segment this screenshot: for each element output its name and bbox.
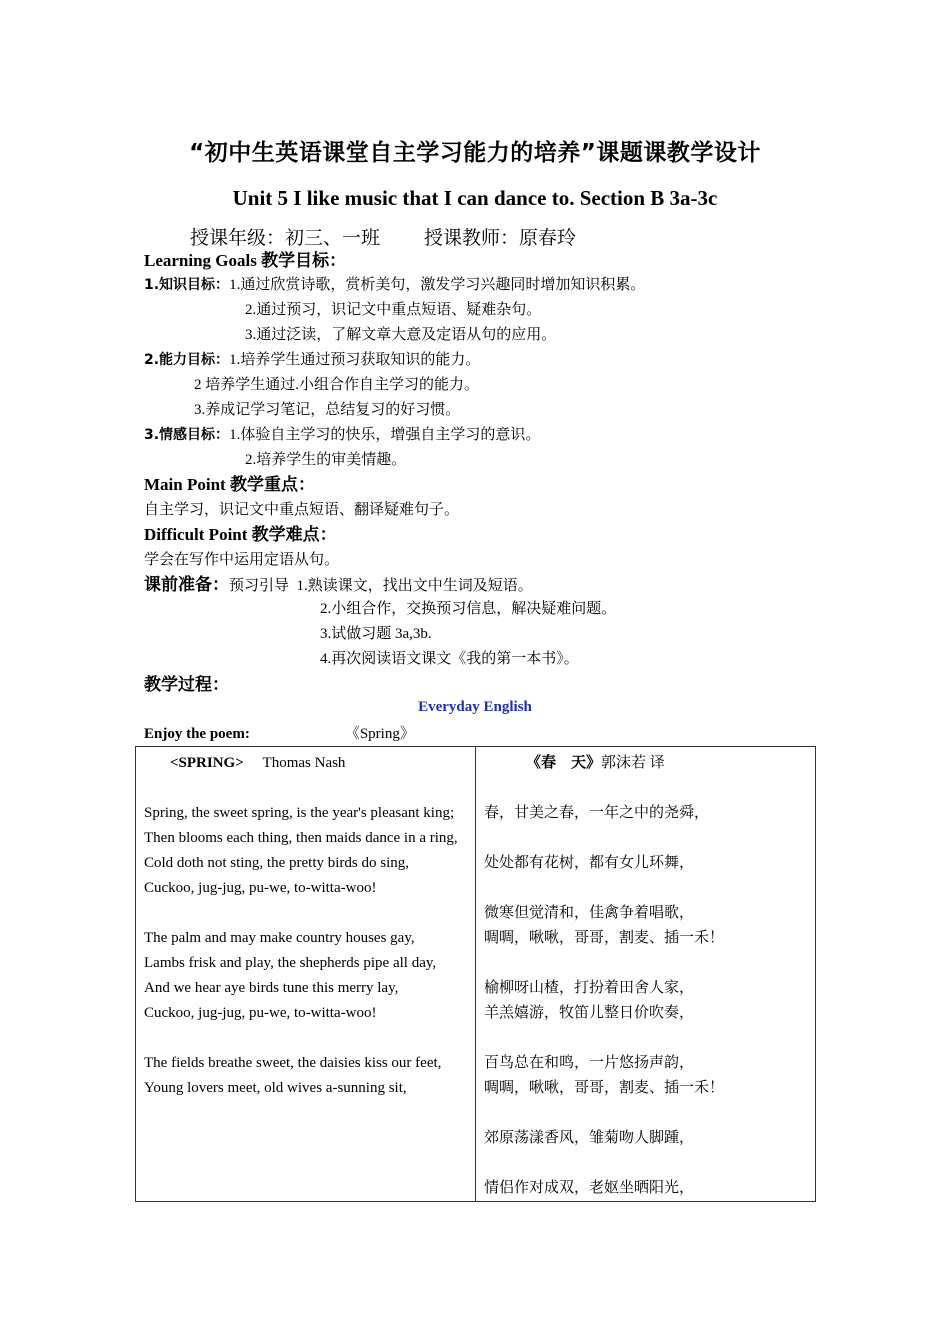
learning-goals-heading: Learning Goals 教学目标： — [144, 251, 347, 270]
poem-en-line: Spring, the sweet spring, is the year's pleasant king; — [144, 805, 455, 821]
knowledge-goal-2: 2.通过预习，识记文中重点短语、疑难杂句。 — [245, 302, 542, 318]
enjoy-poem-row — [144, 724, 415, 744]
poem-cn-line: 郊原荡漾香风，雏菊吻人脚踵， — [484, 1130, 695, 1146]
knowledge-goal-1: 1.知识目标：1.通过欣赏诗歌，赏析美句，激发学习兴趣同时增加知识积累。 — [144, 277, 646, 293]
poem-chinese-cell — [476, 747, 816, 1202]
knowledge-goal-label: 1.知识目标： — [144, 277, 230, 293]
poem-english-title-row — [144, 751, 467, 776]
unit-subtitle: Unit 5 I like music that I can dance to. Section B 3a-3c — [232, 186, 718, 210]
poem-translator: 郭沫若 译 — [601, 755, 665, 771]
poem-en-line: And we hear aye birds tune this merry lay, — [144, 980, 399, 996]
preparation-item-3: 3.试做习题 3a,3b. — [320, 626, 432, 642]
preparation-label: 课前准备： — [144, 575, 229, 594]
preparation-intro: 预习引导 — [229, 578, 290, 594]
poem-en-line: Cuckoo, jug-jug, pu-we, to-witta-woo! — [144, 880, 377, 896]
poem-en-line: Young lovers meet, old wives a-sunning sit, — [144, 1080, 407, 1096]
poem-cn-line: 春，甘美之春，一年之中的尧舜， — [484, 805, 710, 821]
ability-goal-label: 2.能力目标： — [144, 352, 230, 368]
poem-cn-line: 榆柳呀山楂，打扮着田舍人家， — [484, 980, 695, 996]
everyday-english-heading: Everyday English — [418, 699, 532, 715]
poem-cn-line: 百鸟总在和鸣，一片悠扬声韵， — [484, 1055, 695, 1071]
poem-cn-line: 情侣作对成双，老妪坐晒阳光， — [484, 1180, 695, 1196]
enjoy-poem-label: Enjoy the poem: — [144, 726, 250, 742]
main-point-heading: Main Point 教学重点： — [144, 475, 315, 494]
ability-goal-1: 2.能力目标：1.培养学生通过预习获取知识的能力。 — [144, 352, 481, 368]
poem-cn-line: 微寒但觉清和，佳禽争着唱歌， — [484, 905, 695, 921]
poem-english-cell — [136, 747, 476, 1202]
poem-cn-line: 啁啁，啾啾，哥哥，割麦、插一禾！ — [484, 930, 725, 946]
poem-cn-line: 羊羔嬉游，牧笛儿整日价吹奏， — [484, 1005, 695, 1021]
poem-en-line: The palm and may make country houses gay, — [144, 930, 415, 946]
poem-chinese-title-row — [484, 751, 807, 776]
poem-en-line: Cuckoo, jug-jug, pu-we, to-witta-woo! — [144, 1005, 377, 1021]
difficult-point-heading: Difficult Point 教学难点： — [144, 525, 337, 544]
poem-name: 《Spring》 — [344, 726, 415, 742]
emotion-goal-2: 2.培养学生的审美情趣。 — [245, 452, 407, 468]
preparation-item-4: 4.再次阅读语文课文《我的第一本书》。 — [320, 651, 579, 667]
poem-en-line: Then blooms each thing, then maids dance in a ring, — [144, 830, 458, 846]
emotion-goal-1: 3.情感目标：1.体验自主学习的快乐，增强自主学习的意识。 — [144, 427, 541, 443]
document-title: “初中生英语课堂自主学习能力的培养”课题课教学设计 — [189, 140, 761, 166]
poem-en-line: The fields breathe sweet, the daisies kiss our feet, — [144, 1055, 442, 1071]
emotion-goal-label: 3.情感目标： — [144, 427, 230, 443]
poem-cn-line: 啁啁，啾啾，哥哥，割麦、插一禾！ — [484, 1080, 725, 1096]
poem-english-title: <SPRING> — [170, 755, 244, 771]
process-heading: 教学过程： — [144, 675, 229, 694]
knowledge-goal-3: 3.通过泛读，了解文章大意及定语从句的应用。 — [245, 327, 557, 343]
ability-goal-2: 2 培养学生通过.小组合作自主学习的能力。 — [194, 377, 480, 393]
poem-en-line: Lambs frisk and play, the shepherds pipe all day, — [144, 955, 437, 971]
poem-cn-line: 处处都有花树，都有女儿环舞， — [484, 855, 695, 871]
grade-info: 授课年级：初三、一班 — [190, 227, 381, 249]
main-point-text: 自主学习，识记文中重点短语、翻译疑难句子。 — [144, 502, 460, 518]
poem-chinese-title: 《春 天》 — [526, 755, 602, 771]
poem-en-line: Cold doth not sting, the pretty birds do sing, — [144, 855, 409, 871]
preparation-item-2: 2.小组合作，交换预习信息，解决疑难问题。 — [320, 601, 617, 617]
poem-table — [135, 746, 816, 1202]
ability-goal-3: 3.养成记学习笔记，总结复习的好习惯。 — [194, 402, 461, 418]
preparation-item-1: 1.熟读课文，找出文中生词及短语。 — [296, 578, 533, 594]
poem-author: Thomas Nash — [262, 755, 346, 771]
teacher-info: 授课教师：原春玲 — [424, 227, 577, 249]
teacher-line — [190, 223, 576, 250]
preparation-row — [144, 575, 533, 596]
difficult-point-text: 学会在写作中运用定语从句。 — [144, 552, 340, 568]
